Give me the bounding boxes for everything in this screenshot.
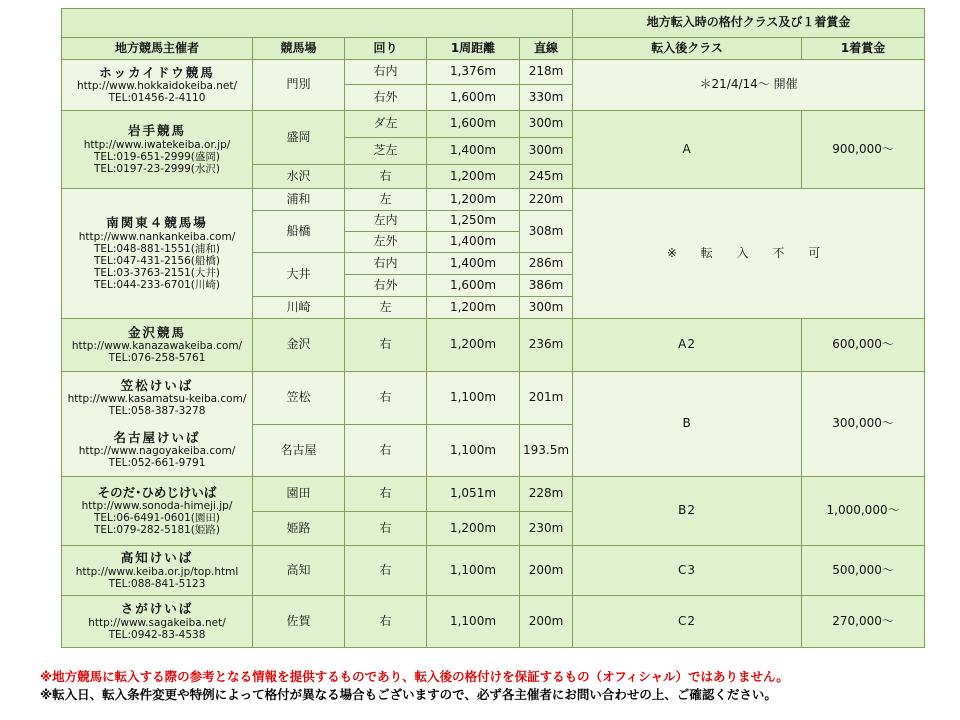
venue-mizusawa: 水沢 — [253, 165, 345, 189]
venue-nagoya: 名古屋 — [253, 425, 345, 477]
org-tel: TEL:052-661-9791 — [108, 457, 206, 470]
straight-cell: 230m — [520, 512, 573, 546]
distance-cell: 1,400m — [427, 138, 520, 165]
venue-himeji: 姫路 — [253, 512, 345, 546]
turn-cell: 左 — [345, 297, 427, 319]
prize-cell: 500,000～ — [802, 546, 925, 596]
straight-cell: 236m — [520, 319, 573, 372]
org-name: 高知けいば — [120, 550, 194, 566]
turn-cell: 右 — [345, 477, 427, 512]
org-name: ホッカイドウ競馬 — [99, 64, 215, 80]
org-iwate — [62, 111, 253, 189]
org-minami-kanto — [62, 189, 253, 319]
class-cell: A — [573, 111, 802, 189]
straight-cell: 308m — [520, 211, 573, 253]
distance-cell: 1,600m — [427, 275, 520, 297]
org-tel: TEL:076-258-5761 — [108, 352, 206, 365]
turn-cell: 右 — [345, 546, 427, 596]
class-cell: A2 — [573, 319, 802, 372]
class-cell: B — [573, 372, 802, 477]
straight-cell: 200m — [520, 546, 573, 596]
org-kochi — [62, 546, 253, 596]
org-tel: TEL:0942-83-4538 — [108, 628, 206, 641]
turn-cell: 左外 — [345, 232, 427, 253]
org-kanazawa — [62, 319, 253, 372]
distance-cell: 1,600m — [427, 85, 520, 111]
header-blank — [62, 9, 573, 38]
distance-cell: 1,200m — [427, 165, 520, 189]
org-url[interactable]: http://www.kanazawakeiba.com/ — [71, 340, 243, 353]
org-name: さがけいば — [120, 601, 194, 617]
venue-kawasaki: 川崎 — [253, 297, 345, 319]
org-hokkaido — [62, 60, 253, 111]
org-name: 笠松けいば — [120, 378, 194, 393]
org-url[interactable]: http://www.keiba.or.jp/top.html — [75, 565, 239, 578]
org-tel: TEL:0197-23-2999(水沢) — [93, 162, 220, 175]
distance-cell: 1,051m — [427, 477, 520, 512]
venue-ooi: 大井 — [253, 253, 345, 297]
straight-cell: 200m — [520, 596, 573, 648]
prize-cell: 1,000,000～ — [802, 477, 925, 546]
org-url[interactable]: http://www.nankankeiba.com/ — [78, 230, 236, 243]
straight-cell: 286m — [520, 253, 573, 275]
turn-cell: 右 — [345, 372, 427, 425]
turn-cell: 左 — [345, 189, 427, 211]
prize-cell: 270,000～ — [802, 596, 925, 648]
distance-cell: 1,200m — [427, 297, 520, 319]
transfer-class-table — [61, 8, 925, 648]
org-saga — [62, 596, 253, 648]
turn-cell: 右内 — [345, 253, 427, 275]
venue-monbetsu: 門別 — [253, 60, 345, 111]
minami-note: ※ 転 入 不 可 — [573, 189, 925, 319]
col-venue: 競馬場 — [253, 38, 345, 60]
org-name: 金沢競馬 — [127, 324, 186, 340]
straight-cell: 193.5m — [520, 425, 573, 477]
distance-cell: 1,200m — [427, 319, 520, 372]
org-url[interactable]: http://www.hokkaidokeiba.net/ — [76, 80, 238, 93]
distance-cell: 1,400m — [427, 253, 520, 275]
turn-cell: 右外 — [345, 85, 427, 111]
org-tel: TEL:088-841-5123 — [108, 577, 206, 590]
turn-cell: 右 — [345, 319, 427, 372]
straight-cell: 300m — [520, 111, 573, 138]
distance-cell: 1,600m — [427, 111, 520, 138]
straight-cell: 228m — [520, 477, 573, 512]
class-cell: B2 — [573, 477, 802, 546]
straight-cell: 220m — [520, 189, 573, 211]
turn-cell: 右 — [345, 165, 427, 189]
venue-kanazawa: 金沢 — [253, 319, 345, 372]
straight-cell: 330m — [520, 85, 573, 111]
org-tel: TEL:047-431-2156(船橋) — [93, 254, 220, 267]
turn-cell: 芝左 — [345, 138, 427, 165]
col-prize: 1着賞金 — [802, 38, 925, 60]
straight-cell: 201m — [520, 372, 573, 425]
col-straight: 直線 — [520, 38, 573, 60]
straight-cell: 300m — [520, 297, 573, 319]
col-org: 地方競馬主催者 — [62, 38, 253, 60]
org-tel: TEL:058-387-3278 — [108, 405, 206, 418]
venue-saga: 佐賀 — [253, 596, 345, 648]
org-url[interactable]: http://www.sagakeiba.net/ — [88, 616, 226, 629]
org-url[interactable]: http://www.nagoyakeiba.com/ — [78, 445, 236, 458]
org-tel: TEL:03-3763-2151(大井) — [93, 266, 220, 279]
distance-cell: 1,250m — [427, 211, 520, 232]
distance-cell: 1,400m — [427, 232, 520, 253]
disclaimer-line-2: ※転入日、転入条件変更や特例によって格付が異なる場合もございますので、必ず各主催者にお問い合わせの上、ご確認ください。 — [40, 687, 777, 702]
org-nagoya — [62, 425, 253, 477]
disclaimer-notes — [40, 668, 940, 704]
venue-urawa: 浦和 — [253, 189, 345, 211]
prize-cell: 600,000～ — [802, 319, 925, 372]
venue-kasamatsu: 笠松 — [253, 372, 345, 425]
turn-cell: 右 — [345, 596, 427, 648]
venue-sonoda: 園田 — [253, 477, 345, 512]
org-name: 名古屋けいば — [113, 430, 201, 445]
distance-cell: 1,100m — [427, 546, 520, 596]
turn-cell: 右外 — [345, 275, 427, 297]
org-url[interactable]: http://www.iwatekeiba.or.jp/ — [83, 138, 231, 151]
org-url[interactable]: http://www.sonoda-himeji.jp/ — [81, 500, 233, 513]
turn-cell: 右内 — [345, 60, 427, 85]
org-sonoda-himeji — [62, 477, 253, 546]
monbetsu-note: ＊21/4/14～ 開催 — [573, 60, 925, 111]
turn-cell: 右 — [345, 425, 427, 477]
class-cell: C3 — [573, 546, 802, 596]
disclaimer-line-1: ※地方競馬に転入する際の参考となる情報を提供するものであり、転入後の格付けを保証するもの（オフィシャル）ではありません。 — [40, 669, 789, 684]
org-tel: TEL:01456-2-4110 — [108, 92, 206, 105]
straight-cell: 386m — [520, 275, 573, 297]
distance-cell: 1,200m — [427, 189, 520, 211]
venue-kochi: 高知 — [253, 546, 345, 596]
col-distance: 1周距離 — [427, 38, 520, 60]
prize-cell: 900,000～ — [802, 111, 925, 189]
group-title: 地方転入時の格付クラス及び１着賞金 — [573, 9, 925, 38]
org-name: そのだ･ひめじけいば — [97, 484, 217, 500]
org-name: 南関東４競馬場 — [106, 215, 208, 231]
straight-cell: 245m — [520, 165, 573, 189]
turn-cell: 右 — [345, 512, 427, 546]
venue-funabashi: 船橋 — [253, 211, 345, 253]
org-tel: TEL:048-881-1551(浦和) — [93, 242, 220, 255]
distance-cell: 1,100m — [427, 372, 520, 425]
org-url[interactable]: http://www.kasamatsu-keiba.com/ — [67, 393, 247, 406]
distance-cell: 1,100m — [427, 425, 520, 477]
distance-cell: 1,100m — [427, 596, 520, 648]
col-class: 転入後クラス — [573, 38, 802, 60]
org-tel: TEL:079-282-5181(姫路) — [93, 524, 220, 537]
class-cell: C2 — [573, 596, 802, 648]
straight-cell: 218m — [520, 60, 573, 85]
prize-cell: 300,000～ — [802, 372, 925, 477]
distance-cell: 1,200m — [427, 512, 520, 546]
org-name: 岩手競馬 — [127, 123, 186, 139]
org-tel: TEL:06-6491-0601(園田) — [93, 512, 220, 525]
turn-cell: ダ左 — [345, 111, 427, 138]
org-kasamatsu — [62, 372, 253, 425]
col-turn: 回り — [345, 38, 427, 60]
org-tel: TEL:044-233-6701(川崎) — [93, 278, 220, 291]
distance-cell: 1,376m — [427, 60, 520, 85]
org-tel: TEL:019-651-2999(盛岡) — [93, 150, 220, 163]
turn-cell: 左内 — [345, 211, 427, 232]
straight-cell: 300m — [520, 138, 573, 165]
venue-morioka: 盛岡 — [253, 111, 345, 165]
